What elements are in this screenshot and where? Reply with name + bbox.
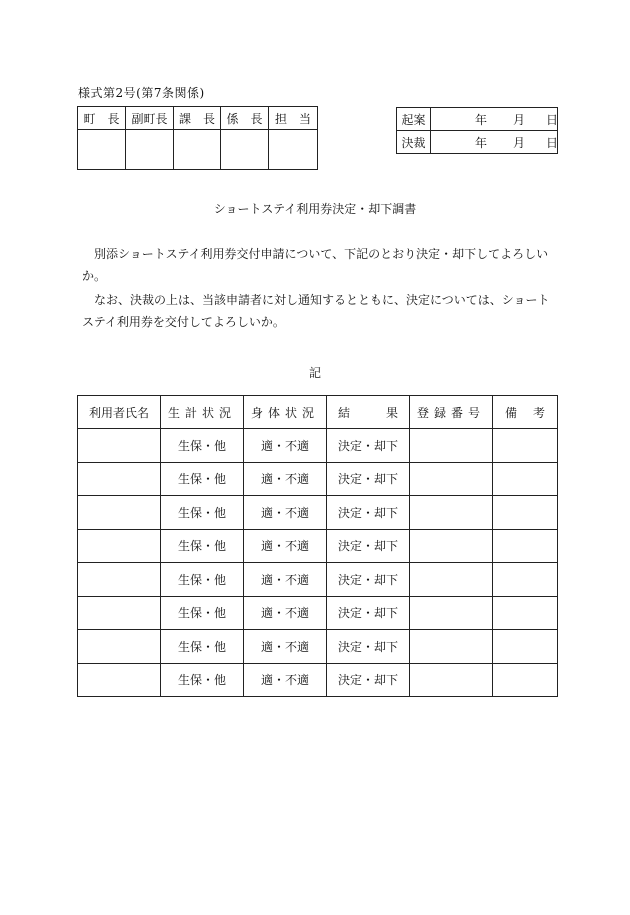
- result-cell[interactable]: 決定・却下: [327, 596, 410, 630]
- user-name-cell[interactable]: [78, 529, 161, 563]
- registration-no-cell[interactable]: [410, 529, 493, 563]
- ki-heading: 記: [308, 366, 321, 380]
- paragraph-notification: なお、決裁の上は、当該申請者に対し通知するとともに、決定については、ショートステイ利用券を交付してよろしいか。: [82, 293, 550, 329]
- decided-label: 決裁: [397, 131, 431, 154]
- livelihood-cell[interactable]: 生保・他: [161, 462, 244, 496]
- registration-no-cell[interactable]: [410, 563, 493, 597]
- approval-header-mayor: 町 長: [78, 107, 126, 130]
- decided-date-field[interactable]: [431, 131, 558, 154]
- drafted-month-unit: 月: [513, 113, 526, 127]
- stamp-cell-section-chief[interactable]: [174, 130, 221, 170]
- remarks-cell[interactable]: [493, 630, 558, 664]
- decided-year-unit: 年: [475, 136, 488, 150]
- user-name-cell[interactable]: [78, 563, 161, 597]
- header-registration-no: 登録番号: [410, 396, 493, 429]
- stamp-cell-deputy-mayor[interactable]: [126, 130, 174, 170]
- document-title: ショートステイ利用券決定・却下調書: [213, 202, 417, 216]
- user-name-cell[interactable]: [78, 429, 161, 463]
- physical-cell[interactable]: 適・不適: [244, 596, 327, 630]
- table-row: [78, 496, 558, 530]
- applicant-table: [77, 395, 558, 697]
- table-row: [78, 663, 558, 697]
- stamp-cell-mayor[interactable]: [78, 130, 126, 170]
- livelihood-cell[interactable]: 生保・他: [161, 429, 244, 463]
- user-name-cell[interactable]: [78, 630, 161, 664]
- approval-header-section-chief: 課 長: [174, 107, 221, 130]
- drafted-date-field[interactable]: [431, 108, 558, 131]
- paragraph-decision: 別添ショートステイ利用券交付申請について、下記のとおり決定・却下してよろしいか。: [82, 247, 549, 283]
- user-name-cell[interactable]: [78, 496, 161, 530]
- approval-header-subsection-chief: 係 長: [221, 107, 269, 130]
- livelihood-cell[interactable]: 生保・他: [161, 663, 244, 697]
- approval-header-deputy-mayor: 副町長: [126, 107, 174, 130]
- result-cell[interactable]: 決定・却下: [327, 429, 410, 463]
- table-row: [78, 563, 558, 597]
- registration-no-cell[interactable]: [410, 630, 493, 664]
- drafted-label: 起案: [397, 108, 431, 131]
- registration-no-cell[interactable]: [410, 496, 493, 530]
- remarks-cell[interactable]: [493, 429, 558, 463]
- result-cell[interactable]: 決定・却下: [327, 496, 410, 530]
- drafted-day-unit: 日: [546, 113, 559, 127]
- table-row: [78, 462, 558, 496]
- table-row: [78, 429, 558, 463]
- remarks-cell[interactable]: [493, 529, 558, 563]
- registration-no-cell[interactable]: [410, 429, 493, 463]
- user-name-cell[interactable]: [78, 462, 161, 496]
- livelihood-cell[interactable]: 生保・他: [161, 563, 244, 597]
- user-name-cell[interactable]: [78, 663, 161, 697]
- header-livelihood: 生計状況: [161, 396, 244, 429]
- date-table: [396, 107, 558, 154]
- remarks-cell[interactable]: [493, 563, 558, 597]
- drafted-year-unit: 年: [475, 113, 488, 127]
- physical-cell[interactable]: 適・不適: [244, 663, 327, 697]
- physical-cell[interactable]: 適・不適: [244, 630, 327, 664]
- applicant-rows: [78, 429, 558, 697]
- stamp-cell-subsection-chief[interactable]: [221, 130, 269, 170]
- decided-month-unit: 月: [513, 136, 526, 150]
- registration-no-cell[interactable]: [410, 462, 493, 496]
- header-remarks: 備考: [493, 396, 558, 429]
- result-cell[interactable]: 決定・却下: [327, 630, 410, 664]
- stamp-cell-staff[interactable]: [269, 130, 318, 170]
- header-physical: 身体状況: [244, 396, 327, 429]
- user-name-cell[interactable]: [78, 596, 161, 630]
- form-number: 様式第2号(第7条関係): [78, 86, 205, 100]
- livelihood-cell[interactable]: 生保・他: [161, 529, 244, 563]
- table-row: [78, 630, 558, 664]
- header-user-name: 利用者氏名: [78, 396, 161, 429]
- physical-cell[interactable]: 適・不適: [244, 563, 327, 597]
- remarks-cell[interactable]: [493, 496, 558, 530]
- approval-stamp-table: [77, 106, 318, 170]
- remarks-cell[interactable]: [493, 663, 558, 697]
- physical-cell[interactable]: 適・不適: [244, 529, 327, 563]
- physical-cell[interactable]: 適・不適: [244, 496, 327, 530]
- result-cell[interactable]: 決定・却下: [327, 663, 410, 697]
- approval-header-staff: 担 当: [269, 107, 318, 130]
- livelihood-cell[interactable]: 生保・他: [161, 596, 244, 630]
- physical-cell[interactable]: 適・不適: [244, 462, 327, 496]
- table-row: [78, 529, 558, 563]
- registration-no-cell[interactable]: [410, 596, 493, 630]
- remarks-cell[interactable]: [493, 596, 558, 630]
- livelihood-cell[interactable]: 生保・他: [161, 630, 244, 664]
- result-cell[interactable]: 決定・却下: [327, 563, 410, 597]
- physical-cell[interactable]: 適・不適: [244, 429, 327, 463]
- livelihood-cell[interactable]: 生保・他: [161, 496, 244, 530]
- table-row: [78, 596, 558, 630]
- decided-day-unit: 日: [546, 136, 559, 150]
- result-cell[interactable]: 決定・却下: [327, 462, 410, 496]
- result-cell[interactable]: 決定・却下: [327, 529, 410, 563]
- remarks-cell[interactable]: [493, 462, 558, 496]
- registration-no-cell[interactable]: [410, 663, 493, 697]
- header-result: 結果: [327, 396, 410, 429]
